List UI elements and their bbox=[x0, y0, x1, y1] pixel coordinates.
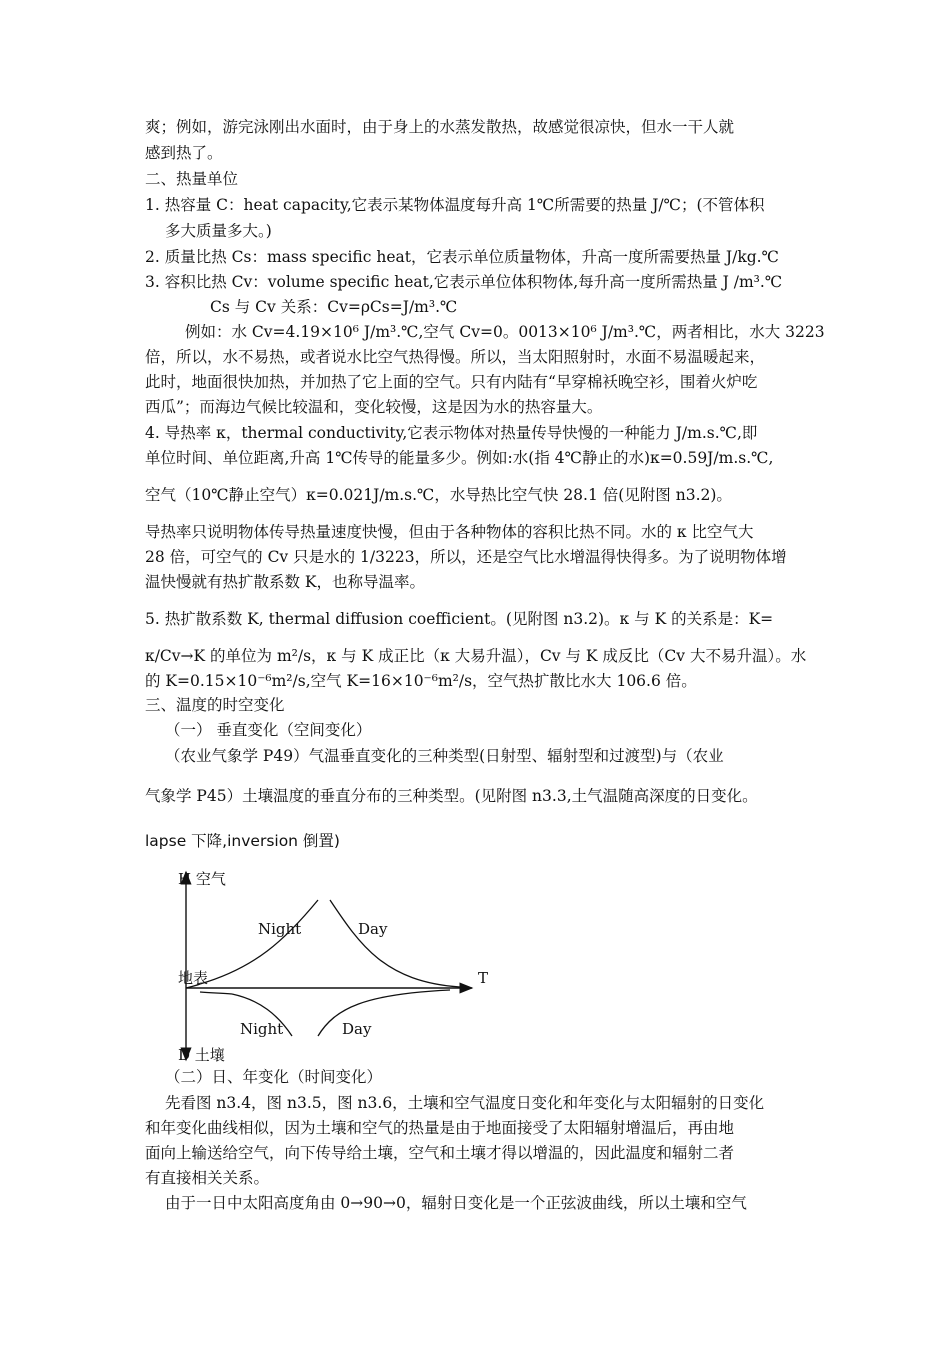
text-line: 空气（10℃静止空气）κ=0.021J/m.s.℃，水导热比空气快 28.1 倍(见附图 n3.2)。 bbox=[145, 486, 732, 504]
text-line: （农业气象学 P49）气温垂直变化的三种类型(日射型、辐射型和过渡型)与（农业 bbox=[165, 747, 724, 765]
text-line: 多大质量多大。) bbox=[165, 222, 272, 240]
text-line: 感到热了。 bbox=[145, 144, 223, 162]
list-item: 3. 容积比热 Cv：volume specific heat,它表示单位体积物体,每升高一度所需热量 J /m³.℃ bbox=[145, 273, 783, 291]
text-line: 西瓜”；而海边气候比较温和，变化较慢，这是因为水的热容量大。 bbox=[145, 398, 603, 416]
day-soil-curve bbox=[318, 990, 450, 1036]
subsection-heading: （一） 垂直变化（空间变化） bbox=[165, 721, 372, 739]
soil-curve-join bbox=[200, 992, 232, 994]
list-item: 4. 导热率 κ，thermal conductivity,它表示物体对热量传导快慢的一种能力 J/m.s.℃,即 bbox=[145, 424, 758, 442]
text-line: 例如：水 Cv=4.19×10⁶ J/m³.℃,空气 Cv=0。0013×10⁶ J/m³.℃，两者相比，水大 3223 bbox=[185, 323, 825, 341]
day-upper-label: Day bbox=[358, 920, 388, 938]
day-lower-label: Day bbox=[342, 1020, 372, 1038]
text-line: 由于一日中太阳高度角由 0→90→0，辐射日变化是一个正弦波曲线，所以土壤和空气 bbox=[165, 1194, 747, 1212]
text-line: 气象学 P45）土壤温度的垂直分布的三种类型。(见附图 n3.3,土气温随高深度的日变化。 bbox=[145, 787, 758, 805]
soil-label: D 土壤 bbox=[178, 1046, 225, 1064]
night-lower-label: Night bbox=[240, 1020, 284, 1038]
text-line: 爽；例如，游完泳刚出水面时，由于身上的水蒸发散热，故感觉很凉快，但水一干人就 bbox=[145, 118, 735, 136]
formula-line: Cs 与 Cv 关系：Cv=ρCs=J/m³.℃ bbox=[210, 298, 458, 316]
list-item: 1. 热容量 C：heat capacity,它表示某物体温度每升高 1℃所需要的热量 J/℃；(不管体积 bbox=[145, 196, 765, 214]
text-line: 倍，所以，水不易热，或者说水比空气热得慢。所以，当太阳照射时，水面不易温暖起来， bbox=[145, 348, 766, 366]
text-line: 28 倍，可空气的 Cv 只是水的 1/3223，所以，还是空气比水增温得快得多。为了说明物体增 bbox=[145, 548, 787, 566]
text-line: 面向上输送给空气，向下传导给土壤，空气和土壤才得以增温的，因此温度和辐射二者 bbox=[145, 1144, 735, 1162]
list-item: 5. 热扩散系数 K, thermal diffusion coefficient。(见附图 n3.2)。κ 与 K 的关系是：K= bbox=[145, 610, 774, 628]
text-line: 此时，地面很快加热，并加热了它上面的空气。只有内陆有“早穿棉袄晚空衫，围着火炉吃 bbox=[145, 373, 758, 391]
text-line: 温快慢就有热扩散系数 K，也称导温率。 bbox=[145, 573, 426, 591]
section-heading: 三、温度的时空变化 bbox=[145, 696, 285, 714]
t-axis-label: T bbox=[478, 969, 489, 987]
text-line: 单位时间、单位距离,升高 1℃传导的能量多少。例如:水(指 4℃静止的水)κ=0.59J/m.s.℃, bbox=[145, 449, 774, 467]
subsection-heading: （二）日、年变化（时间变化） bbox=[165, 1068, 383, 1086]
section-heading: 二、热量单位 bbox=[145, 170, 239, 188]
list-item: 2. 质量比热 Cs：mass specific heat，它表示单位质量物体，升高一度所需要热量 J/kg.℃ bbox=[145, 248, 779, 266]
surface-label: 地表 bbox=[178, 969, 209, 987]
night-upper-label: Night bbox=[258, 920, 302, 938]
night-air-curve bbox=[200, 900, 318, 984]
text-line: 先看图 n3.4，图 n3.5，图 n3.6，土壤和空气温度日变化和年变化与太阳辐射的日变化 bbox=[165, 1094, 765, 1112]
text-line: 的 K=0.15×10⁻⁶m²/s,空气 K=16×10⁻⁶m²/s，空气热扩散比水大 106.6 倍。 bbox=[145, 672, 697, 690]
day-air-curve bbox=[330, 900, 460, 987]
text-line: lapse 下降,inversion 倒置) bbox=[145, 832, 340, 850]
text-line: 和年变化曲线相似，因为土壤和空气的热量是由于地面接受了太阳辐射增温后，再由地 bbox=[145, 1119, 735, 1137]
text-line: 有直接相关关系。 bbox=[145, 1169, 270, 1187]
text-line: κ/Cv→K 的单位为 m²/s，κ 与 K 成正比（κ 大易升温），Cv 与 K 成反比（Cv 大不易升温）。水 bbox=[145, 647, 807, 665]
text-line: 导热率只说明物体传导热量速度快慢，但由于各种物体的容积比热不同。水的 κ 比空气大 bbox=[145, 523, 754, 541]
temperature-profile-diagram bbox=[160, 860, 520, 1068]
air-label: H 空气 bbox=[178, 870, 226, 888]
